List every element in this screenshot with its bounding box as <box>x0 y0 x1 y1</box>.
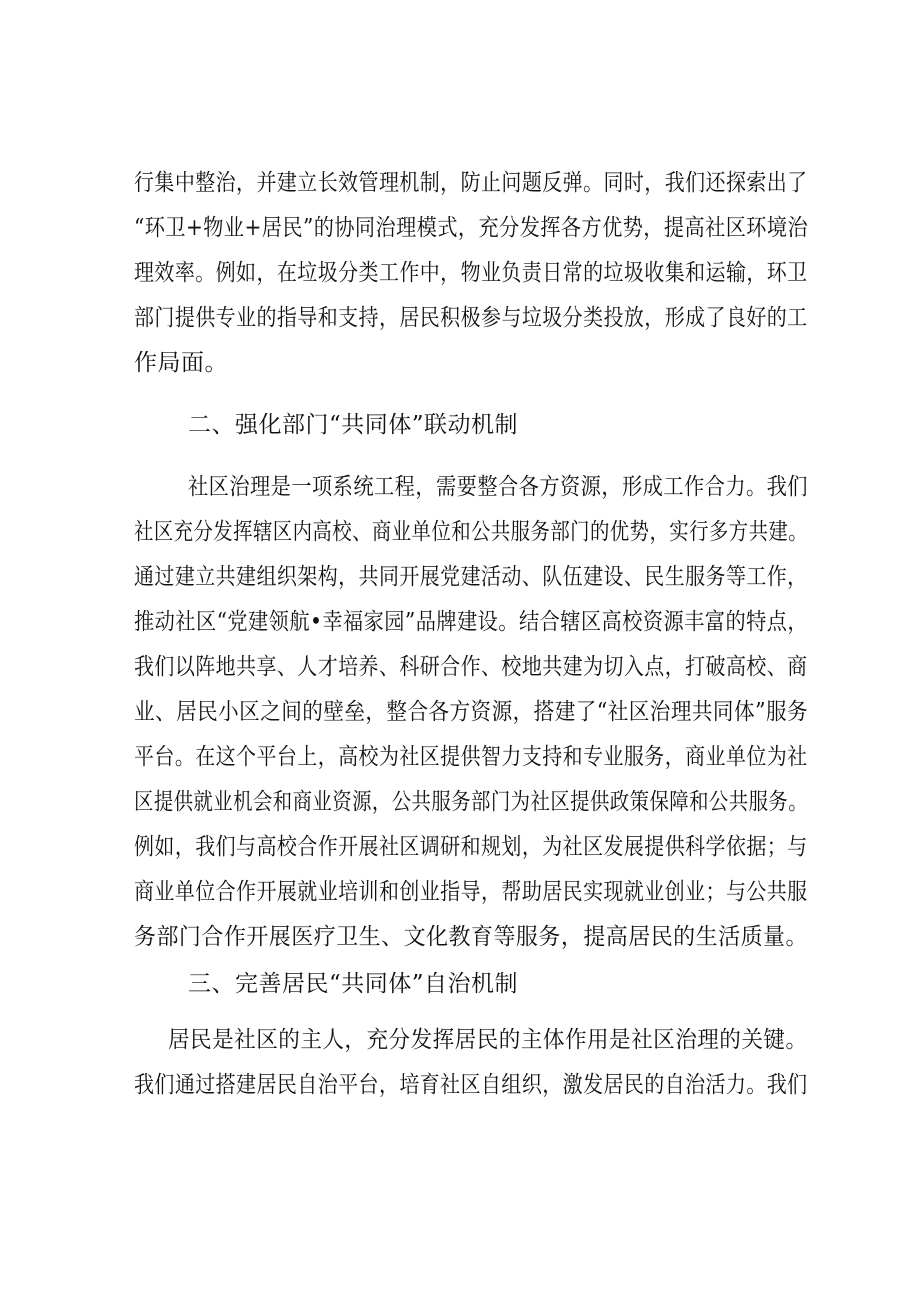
paragraph-line: 行集中整治，并建立长效管理机制，防止问题反弹。同时，我们还探索出了 <box>134 170 808 196</box>
paragraph-line: 务部门合作开展医疗卫生、文化教育等服务，提高居民的生活质量。 <box>134 924 808 950</box>
paragraph-line: 商业单位合作开展就业培训和创业指导，帮助居民实现就业创业；与公共服 <box>134 879 808 905</box>
paragraph-line: 推动社区“党建领航•幸福家园”品牌建设。结合辖区高校资源丰富的特点， <box>134 609 809 635</box>
paragraph-line: 我们以阵地共享、人才培养、科研合作、校地共建为切入点，打破高校、商 <box>134 654 808 680</box>
paragraph-line: 理效率。例如，在垃圾分类工作中，物业负责日常的垃圾收集和运输，环卫 <box>134 260 808 286</box>
paragraph-line: 通过建立共建组织架构，共同开展党建活动、队伍建设、民生服务等工作， <box>134 564 808 590</box>
paragraph-line: 业、居民小区之间的壁垒，整合各方资源，搭建了“社区治理共同体”服务 <box>134 699 809 725</box>
paragraph-line: 例如，我们与高校合作开展社区调研和规划，为社区发展提供科学依据；与 <box>134 834 808 860</box>
paragraph-line: 我们通过搭建居民自治平台，培育社区自组织，激发居民的自治活力。我们 <box>134 1072 808 1098</box>
paragraph-line: 社区充分发挥辖区内高校、商业单位和公共服务部门的优势，实行多方共建。 <box>134 519 809 545</box>
paragraph-line: 居民是社区的主人，充分发挥居民的主体作用是社区治理的关键。 <box>168 1027 808 1053</box>
paragraph-line: 区提供就业机会和商业资源，公共服务部门为社区提供政策保障和公共服务。 <box>134 789 809 815</box>
paragraph-line: 作局面。 <box>134 350 228 376</box>
section-heading: 三、完善居民“共同体”自治机制 <box>188 971 519 997</box>
paragraph-line: 社区治理是一项系统工程，需要整合各方资源，形成工作合力。我们 <box>188 474 808 500</box>
paragraph-line: 部门提供专业的指导和支持，居民积极参与垃圾分类投放，形成了良好的工 <box>134 305 808 331</box>
paragraph-line: “环卫+物业+居民”的协同治理模式，充分发挥各方优势，提高社区环境治 <box>134 215 809 241</box>
paragraph-line: 平台。在这个平台上，高校为社区提供智力支持和专业服务，商业单位为社 <box>134 744 808 770</box>
section-heading: 二、强化部门“共同体”联动机制 <box>188 412 519 438</box>
